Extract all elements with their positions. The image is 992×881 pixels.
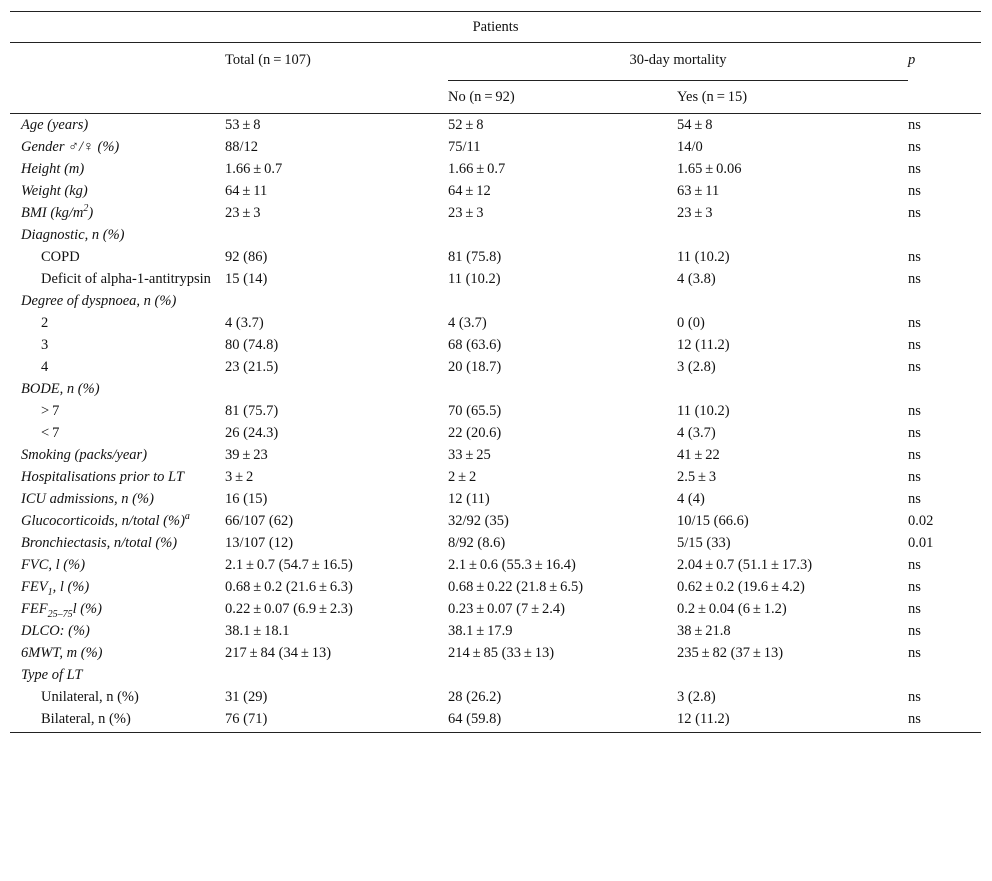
yes-header: Yes (n = 15) <box>677 89 748 105</box>
cell-p: ns <box>908 161 921 177</box>
cell-no: 33 ± 25 <box>448 447 491 463</box>
cell-yes: 41 ± 22 <box>677 447 720 463</box>
cell-no: 0.23 ± 0.07 (7 ± 2.4) <box>448 601 565 617</box>
row-label: ICU admissions, n (%) <box>21 491 154 507</box>
cell-total: 31 (29) <box>225 689 268 705</box>
table-row <box>10 400 981 422</box>
cell-no: 1.66 ± 0.7 <box>448 161 506 177</box>
cell-yes: 11 (10.2) <box>677 403 730 419</box>
cell-yes: 0 (0) <box>677 315 705 331</box>
row-label: 6MWT, m (%) <box>21 645 103 661</box>
cell-total <box>225 664 448 686</box>
table-row <box>10 422 981 444</box>
cell-yes: 3 (2.8) <box>677 689 716 705</box>
row-label: FVC, l (%) <box>21 557 86 573</box>
mortality-header: 30-day mortality <box>448 43 908 81</box>
cell-p: ns <box>908 315 921 331</box>
cell-yes: 10/15 (66.6) <box>677 513 749 529</box>
row-label: DLCO: (%) <box>21 623 90 639</box>
row-label: Glucocorticoids, n/total (%)$^a$ <box>21 511 190 529</box>
cell-no <box>448 290 677 312</box>
cell-yes <box>677 224 908 246</box>
cell-yes <box>677 664 908 686</box>
cell-no: 20 (18.7) <box>448 359 502 375</box>
cell-p: ns <box>908 337 921 353</box>
cell-total: 1.66 ± 0.7 <box>225 161 283 177</box>
row-label: 2 <box>41 315 49 331</box>
cell-p: ns <box>908 183 921 199</box>
cell-yes: 5/15 (33) <box>677 535 731 551</box>
blank-cell <box>908 81 981 114</box>
cell-total: 53 ± 8 <box>225 117 261 133</box>
cell-no: 2.1 ± 0.6 (55.3 ± 16.4) <box>448 557 576 573</box>
cell-no: 70 (65.5) <box>448 403 502 419</box>
cell-p <box>908 290 981 312</box>
cell-total: 0.22 ± 0.07 (6.9 ± 2.3) <box>225 601 353 617</box>
cell-total: 2.1 ± 0.7 (54.7 ± 16.5) <box>225 557 353 573</box>
cell-no <box>448 224 677 246</box>
table-row <box>10 510 981 532</box>
cell-yes: 2.5 ± 3 <box>677 469 717 485</box>
row-label: 3 <box>41 337 49 353</box>
row-label: BMI $(kg/m^2)$ <box>21 203 94 221</box>
cell-yes: 14/0 <box>677 139 703 155</box>
cell-no: 2 ± 2 <box>448 469 477 485</box>
cell-total: 23 (21.5) <box>225 359 279 375</box>
row-label: Bilateral, n (%) <box>41 711 131 727</box>
row-label: > 7 <box>41 403 60 419</box>
cell-p: ns <box>908 447 921 463</box>
total-header: Total (n = 107) <box>225 52 311 68</box>
cell-no: 4 (3.7) <box>448 315 487 331</box>
table-row <box>10 356 981 378</box>
cell-no <box>448 378 677 400</box>
cell-yes: 0.62 ± 0.2 (19.6 ± 4.2) <box>677 579 805 595</box>
table-row <box>10 224 981 246</box>
table-row <box>10 246 981 268</box>
cell-total: 217 ± 84 (34 ± 13) <box>225 645 332 661</box>
table-row <box>10 664 981 686</box>
cell-p: ns <box>908 469 921 485</box>
row-label: $FEF_{25-75}l$ (%) <box>21 601 102 620</box>
row-label: Height (m) <box>21 161 85 177</box>
cell-total: 80 (74.8) <box>225 337 279 353</box>
cell-total: 92 (86) <box>225 249 268 265</box>
table-row <box>10 136 981 158</box>
cell-no: 38.1 ± 17.9 <box>448 623 513 639</box>
cell-total: 16 (15) <box>225 491 268 507</box>
cell-no: 11 (10.2) <box>448 271 501 287</box>
cell-p: ns <box>908 689 921 705</box>
cell-yes <box>677 378 908 400</box>
table-row <box>10 268 981 290</box>
cell-no: 81 (75.8) <box>448 249 502 265</box>
table-row <box>10 378 981 400</box>
cell-p: ns <box>908 359 921 375</box>
cell-p <box>908 664 981 686</box>
cell-yes: 4 (4) <box>677 491 705 507</box>
row-label: Degree of dyspnoea, n (%) <box>21 293 177 309</box>
table-row <box>10 334 981 356</box>
table-row <box>10 488 981 510</box>
cell-yes: 2.04 ± 0.7 (51.1 ± 17.3) <box>677 557 813 573</box>
cell-p: ns <box>908 117 921 133</box>
cell-yes: 12 (11.2) <box>677 337 730 353</box>
cell-p <box>908 378 981 400</box>
cell-p: ns <box>908 139 921 155</box>
cell-total: 64 ± 11 <box>225 183 268 199</box>
cell-no: 64 (59.8) <box>448 711 502 727</box>
patients-header: Patients <box>10 12 981 43</box>
table-row <box>10 158 981 180</box>
blank-cell <box>225 81 448 114</box>
cell-no: 68 (63.6) <box>448 337 502 353</box>
table-row <box>10 598 981 620</box>
cell-yes: 4 (3.7) <box>677 425 716 441</box>
row-label: $FEV_1$, l (%) <box>21 579 90 598</box>
row-label: BODE, n (%) <box>21 381 100 397</box>
cell-p: ns <box>908 271 921 287</box>
row-label: Age (years) <box>21 117 89 133</box>
row-label: 4 <box>41 359 49 375</box>
cell-total: 23 ± 3 <box>225 205 261 221</box>
cell-no: 52 ± 8 <box>448 117 484 133</box>
row-label: Weight (kg) <box>21 183 88 199</box>
cell-total <box>225 224 448 246</box>
row-label: Deficit of alpha-1-antitrypsin <box>41 271 211 287</box>
cell-yes: 0.2 ± 0.04 (6 ± 1.2) <box>677 601 787 617</box>
table-row <box>10 290 981 312</box>
row-label: Diagnostic, n (%) <box>21 227 125 243</box>
cell-p: ns <box>908 249 921 265</box>
cell-total: 15 (14) <box>225 271 268 287</box>
cell-total: 4 (3.7) <box>225 315 264 331</box>
table-row <box>10 312 981 334</box>
row-label: Hospitalisations prior to LT <box>21 469 184 485</box>
table-body <box>10 114 981 733</box>
cell-no <box>448 664 677 686</box>
row-label: Smoking (packs/year) <box>21 447 148 463</box>
cell-no: 0.68 ± 0.22 (21.8 ± 6.5) <box>448 579 584 595</box>
p-header: p <box>908 52 916 68</box>
row-label: Gender ♂/♀ (%) <box>21 139 120 155</box>
cell-total: 81 (75.7) <box>225 403 279 419</box>
cell-total: 38.1 ± 18.1 <box>225 623 290 639</box>
patients-table <box>10 11 981 733</box>
cell-yes: 3 (2.8) <box>677 359 716 375</box>
cell-total: 3 ± 2 <box>225 469 254 485</box>
cell-no: 8/92 (8.6) <box>448 535 506 551</box>
table-row <box>10 180 981 202</box>
cell-yes: 54 ± 8 <box>677 117 713 133</box>
cell-total: 26 (24.3) <box>225 425 279 441</box>
cell-yes: 1.65 ± 0.06 <box>677 161 742 177</box>
cell-no: 214 ± 85 (33 ± 13) <box>448 645 555 661</box>
cell-total <box>225 290 448 312</box>
cell-p: 0.02 <box>908 513 934 529</box>
cell-p: ns <box>908 205 921 221</box>
cell-no: 32/92 (35) <box>448 513 509 529</box>
table-row <box>10 686 981 708</box>
cell-no: 12 (11) <box>448 491 490 507</box>
cell-p: ns <box>908 601 921 617</box>
cell-yes: 11 (10.2) <box>677 249 730 265</box>
row-label: Type of LT <box>21 667 83 683</box>
cell-yes: 38 ± 21.8 <box>677 623 731 639</box>
no-header: No (n = 92) <box>448 89 515 105</box>
cell-yes: 4 (3.8) <box>677 271 716 287</box>
cell-total: 13/107 (12) <box>225 535 294 551</box>
cell-yes: 23 ± 3 <box>677 205 713 221</box>
blank-cell <box>10 81 225 114</box>
cell-total: 39 ± 23 <box>225 447 268 463</box>
cell-total: 0.68 ± 0.2 (21.6 ± 6.3) <box>225 579 353 595</box>
cell-total <box>225 378 448 400</box>
cell-no: 64 ± 12 <box>448 183 491 199</box>
cell-p: ns <box>908 403 921 419</box>
cell-yes: 12 (11.2) <box>677 711 730 727</box>
cell-no: 75/11 <box>448 139 481 155</box>
cell-yes: 63 ± 11 <box>677 183 720 199</box>
table-row <box>10 202 981 224</box>
cell-yes: 235 ± 82 (37 ± 13) <box>677 645 784 661</box>
table-row <box>10 532 981 554</box>
table-row <box>10 708 981 733</box>
table-row <box>10 466 981 488</box>
cell-p <box>908 224 981 246</box>
cell-p: ns <box>908 623 921 639</box>
cell-total: 88/12 <box>225 139 259 155</box>
table-row <box>10 576 981 598</box>
cell-p: ns <box>908 425 921 441</box>
label-header-blank <box>10 43 225 81</box>
row-label: Unilateral, n (%) <box>41 689 139 705</box>
row-label: < 7 <box>41 425 60 441</box>
cell-yes <box>677 290 908 312</box>
cell-p: ns <box>908 711 921 727</box>
table-row <box>10 554 981 576</box>
table-row <box>10 444 981 466</box>
cell-p: ns <box>908 557 921 573</box>
cell-p: ns <box>908 579 921 595</box>
table-row <box>10 620 981 642</box>
cell-p: ns <box>908 645 921 661</box>
cell-total: 76 (71) <box>225 711 268 727</box>
cell-p: 0.01 <box>908 535 934 551</box>
table-row <box>10 642 981 664</box>
cell-no: 28 (26.2) <box>448 689 502 705</box>
cell-total: 66/107 (62) <box>225 513 294 529</box>
table-row <box>10 114 981 137</box>
cell-no: 22 (20.6) <box>448 425 502 441</box>
cell-p: ns <box>908 491 921 507</box>
cell-no: 23 ± 3 <box>448 205 484 221</box>
row-label: COPD <box>41 249 80 265</box>
row-label: Bronchiectasis, n/total (%) <box>21 535 178 551</box>
